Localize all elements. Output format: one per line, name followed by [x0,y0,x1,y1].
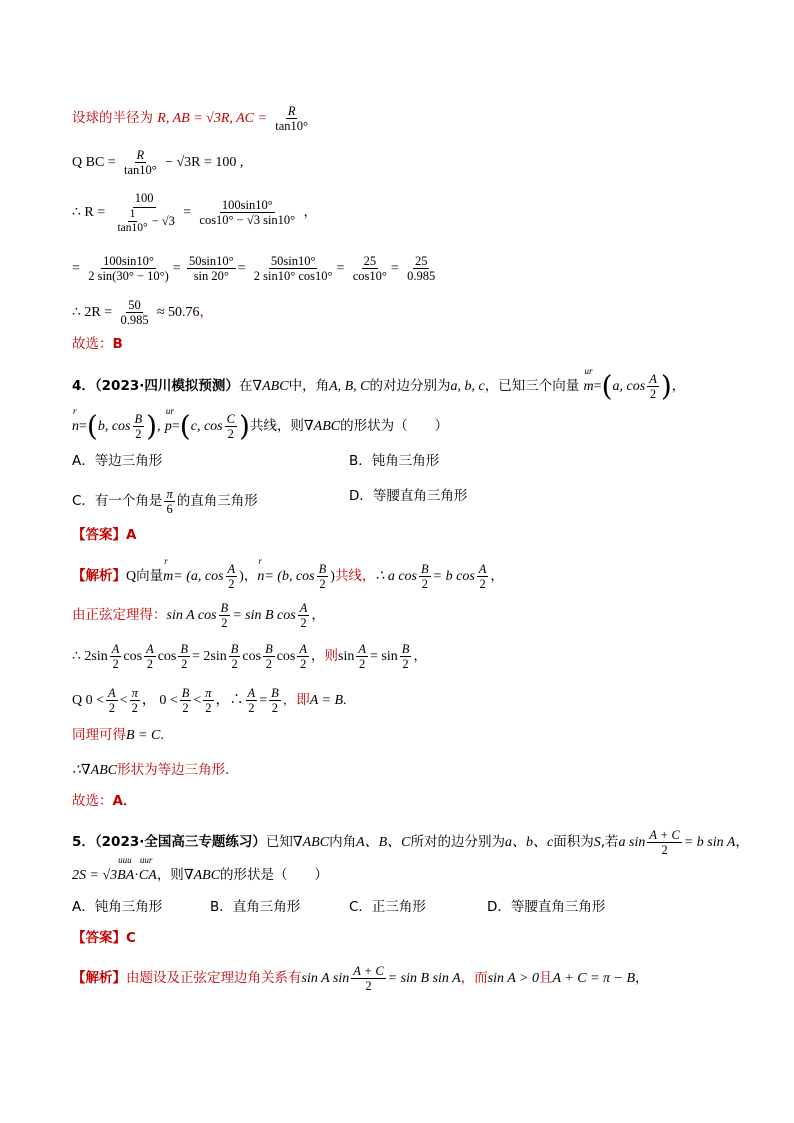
answer-value: B [112,336,123,352]
right-paren: ) [146,409,158,443]
analysis-tag: 【解析】 [72,970,126,986]
fraction-den: 2 [359,657,366,671]
right-paren: ) [238,409,250,443]
comma: ， [311,648,325,664]
answer-value: A [126,527,137,543]
q4-option-c [72,487,258,516]
question-number: 4． [72,378,95,394]
fraction [130,686,140,715]
fraction-den: 2 [227,427,234,441]
comma: , [157,419,161,434]
fraction [110,642,122,671]
analysis-text: 则 [324,648,339,664]
fraction-num: B [421,562,429,576]
formula: sin A cos [166,608,217,623]
stem-text: 所对的边分别为 [410,834,506,850]
fraction-num: R [287,104,296,118]
formula: Q 0 < [72,693,105,708]
comma: ， [671,378,686,394]
intro-text: 设球的半径为 [72,110,153,126]
right-paren: ) [660,369,672,403]
equals: = [171,419,180,434]
analysis-text: 同理可得 [72,727,126,743]
q4-option-a: A．等边三角形 [72,453,163,469]
equals: = [237,261,246,276]
sides-label: a、b、c [505,835,554,850]
stem-text: ，则 [156,867,184,883]
q4-analysis-line-3 [72,642,427,671]
equals: = [390,261,399,276]
fraction [419,562,431,591]
fraction-num: A [111,642,120,656]
fraction [269,686,281,715]
formula: sin A > 0 [487,971,539,986]
formula: < [193,693,202,708]
comma: ， [413,648,427,664]
formula: ∴ 2sin [72,649,108,664]
fraction-den: 2 [479,577,486,591]
fraction-den: 2 [271,701,279,715]
stem-text: 在 [238,378,253,394]
fraction [317,562,329,591]
fraction [263,642,275,671]
formula: sin [338,649,355,664]
formula: cos [157,649,177,664]
stem-text: ，已知三个向量 [484,378,580,394]
fraction-den: 2 [108,701,115,715]
equals: = [593,379,602,394]
fraction [178,642,190,671]
answer-tag: 【答案】 [72,527,126,543]
fraction-num: π [131,686,138,700]
stem-text: 的形状是（ ） [220,867,329,883]
triangle-label: ∇ABC [183,868,221,883]
left-paren: ( [86,409,98,443]
formula: cos [242,649,262,664]
left-paren: ( [601,369,613,403]
fraction-num: B [271,686,279,700]
formula: = b cos [432,569,475,584]
q4-analysis-line-6 [72,761,239,780]
fraction-den: 2 [649,387,657,401]
fraction-num: A [358,642,366,656]
formula: 2S = √3 [72,868,118,883]
equals: = [72,261,80,276]
formula: . [160,728,164,743]
vector-symbol: m [163,569,174,584]
vector-n [257,556,265,586]
fraction-num: A + C [649,828,680,842]
fraction-num: 25 [363,254,377,268]
vector-m [583,366,594,396]
fraction-den: 2 [402,657,409,671]
vector-p [164,406,174,436]
fraction [187,254,236,283]
answer-tag: 【答案】 [72,930,126,946]
fraction [477,562,489,591]
fraction-num: B [134,412,143,426]
fraction-num: 100sin10° [103,254,154,268]
option-text: 的直角三角形 [176,493,258,509]
fraction [133,412,145,441]
fraction-num: B [180,642,189,656]
fraction-den: 2 [248,701,255,715]
analysis-text: 且 [539,970,553,986]
fraction-den: tan10° [123,163,157,177]
area-symbol: S [593,835,601,850]
formula: Q BC = [72,155,116,170]
comma: ， [490,568,504,584]
fraction [351,964,385,993]
stem-text: 面积为 [553,834,594,850]
equals: = [172,261,181,276]
vector-CA [138,855,157,885]
formula: = (a, cos [173,569,224,584]
fraction-den [111,208,176,235]
fraction-num: C [226,412,235,426]
fraction-num: A + C [353,964,384,978]
fraction-den: 2 [182,701,189,715]
formula: = 2sin [192,649,227,664]
fraction-num: B [230,642,239,656]
comma: ， [311,607,325,623]
fraction-num: B [181,686,190,700]
fraction-num: π [205,686,212,700]
inner-fraction [115,208,149,235]
q5-option-a: A．钝角三角形 [72,899,163,915]
fraction-den: 2 [228,577,235,591]
formula: ∴ 2R = [72,305,113,320]
fraction-den: 6 [166,502,173,516]
question-number: 5． [72,834,95,850]
q5-option-c: C．正三角形 [349,899,426,915]
vector-mark: uur [139,855,153,865]
formula: B = C [126,728,161,743]
formula: cos [123,649,143,664]
q4-option-d: D．等腰直角三角形 [349,488,468,504]
intro-line-5 [72,298,213,327]
formula: Q [126,569,137,584]
q5-option-b: B．直角三角形 [210,899,301,915]
fraction [298,601,310,630]
q5-answer [72,929,136,947]
fraction [219,601,231,630]
analysis-text: 共线， [334,568,376,584]
answer-label: 故选： [72,336,113,352]
triangle-label: ∇ABC [303,419,341,434]
formula: c, cos [190,419,223,434]
fraction-num: 25 [414,254,428,268]
question-source: （2023·四川模拟预测） [94,378,239,394]
fraction-den: sin 20° [193,269,229,283]
fraction-den: tan10° [117,222,148,234]
intro-answer [72,335,123,353]
formula: = sin [370,649,398,664]
formula: . [343,693,347,708]
q5-stem-line-1 [72,828,749,857]
option-text: C．有一个角是 [72,493,163,509]
fraction-den: 2 [421,577,428,591]
answer-label: 故选： [72,793,113,809]
fraction [226,562,238,591]
fraction-den: 2 [319,577,326,591]
intro-line-1 [72,104,312,133]
fraction-den: 2 sin(30° − 10°) [88,269,169,283]
equals: = [183,205,192,220]
formula: ，∴ [215,693,244,708]
formula: sin A sin [301,971,350,986]
fraction [297,642,309,671]
formula: ∴ R = [72,205,106,220]
angles-label: A、B、C [356,835,411,850]
formula: ) [330,569,335,584]
stem-text: 共线，则 [249,418,304,434]
fraction-num: A [299,642,308,656]
formula: ∴ a cos [375,569,418,584]
vector-mark: r [258,556,262,566]
q5-analysis-line-1 [72,964,649,993]
fraction-den: 2 [231,657,238,671]
formula: A + C = π − B [552,971,636,986]
fraction-den: 2 [146,657,153,671]
vector-mark: uuu [118,855,132,865]
fraction [252,254,335,283]
question-source: （2023·全国高三专题练习） [94,834,266,850]
analysis-text: 由题设及正弦定理边角关系有 [126,970,302,986]
fraction-den: 2 [135,427,142,441]
q4-stem-line-1 [72,366,686,403]
intro-fraction [273,104,310,133]
formula: ， 0 < [141,693,178,708]
dot-operator: · [134,868,139,883]
q4-analysis-line-5 [72,726,164,745]
fraction-num: A [478,562,487,576]
fraction-den: 2 [131,701,138,715]
vector-mark: ur [584,366,593,376]
vector-n [72,406,79,436]
fraction [118,298,150,327]
formula: b, cos [97,419,131,434]
formula: = [259,693,268,708]
fraction-num: 50sin10° [189,254,234,268]
fraction-num: A [146,642,154,656]
q4-answer [72,526,136,544]
q4-stem-line-2 [72,406,449,443]
formula: − √3R = 100 , [165,155,244,170]
q4-final-answer [72,792,136,810]
fraction-den: 2 [112,657,119,671]
fraction-den: 2 [300,657,307,671]
fraction [144,642,156,671]
formula: a sin [618,835,646,850]
q4-analysis-line-4 [72,686,347,715]
analysis-tag: 【解析】 [72,568,126,584]
fraction [164,487,174,516]
intro-formula: R, AB = √3R, AC = [157,111,267,126]
fraction-den: 0.985 [120,313,149,327]
intro-line-2 [72,148,243,177]
vector-symbol: m [583,379,594,394]
fraction [405,254,437,283]
fraction [246,686,258,715]
vector-symbol: BA [117,868,135,883]
comma: ， [303,204,317,220]
fraction [351,254,389,283]
equals: = [79,419,87,434]
fraction-num: A [227,562,236,576]
fraction-den: tan10° [275,119,309,133]
vector-symbol: p [164,419,172,434]
triangle-label: ∇ABC [252,379,289,394]
fraction-num: 1 [129,208,136,220]
formula: ≈ 50.76 [156,305,200,320]
fraction-num: 100sin10° [221,198,273,212]
fraction-num: B [401,642,410,656]
stem-text: ,若 [600,834,619,850]
analysis-text: ，而 [460,970,488,986]
fraction-num: B [265,642,273,656]
fraction-num: 50sin10° [270,254,316,268]
formula: ∴∇ABC [72,763,118,778]
intro-line-3 [72,190,317,235]
fraction-den: cos10° [352,269,387,283]
fraction [356,642,368,671]
fraction-den: 2 sin10° cos10° [253,269,333,283]
fraction-den: 2 [181,657,188,671]
comma: ， [735,834,749,850]
fraction-num: R [136,148,145,162]
equals: = [336,261,345,276]
formula: = (b, cos [264,569,315,584]
fraction [180,686,192,715]
answer-value: C [126,930,136,946]
comma: ， [199,304,214,320]
fraction-den: 2 [265,657,272,671]
fraction-num: A [108,686,116,700]
q4-option-b: B．钝角三角形 [349,453,440,469]
comma: ， [635,970,649,986]
triangle-label: ∇ABC [292,835,330,850]
fraction [647,828,681,857]
q5-option-d: D．等腰直角三角形 [487,899,606,915]
q4-analysis-line-2 [72,601,325,630]
fraction-num: B [318,562,327,576]
formula: a, cos [612,379,646,394]
answer-value: A． [112,793,137,809]
fraction-den: 2 [661,843,668,857]
formula: < [119,693,128,708]
intro-line-4 [72,254,439,283]
vector-m [163,556,174,586]
vector-BA [117,855,135,885]
formula: = b sin A [683,835,736,850]
fraction-den: 2 [365,979,372,993]
fraction [647,372,659,401]
fraction-den: cos10° − √3 sin10° [199,213,296,227]
fraction-num: 50 [128,298,141,312]
fraction [203,686,213,715]
analysis-text: 向量 [136,568,164,584]
fraction [400,642,412,671]
fraction-num: A [649,372,657,386]
fraction-den: 0.985 [407,269,436,283]
vector-symbol: n [72,419,79,434]
fraction-num: A [247,686,256,700]
formula: cos [276,649,296,664]
fraction-num: A [299,601,308,615]
vector-mark: r [164,556,168,566]
fraction [122,148,159,177]
stem-text: 的形状为（ ） [340,418,449,434]
vector-symbol: CA [138,868,157,883]
fraction-den: 2 [205,701,212,715]
formula: − √3 [151,214,175,228]
fraction [106,686,118,715]
fraction-num: B [220,601,229,615]
fraction [197,198,297,227]
stem-text: 中，角 [288,378,330,394]
q5-stem-line-2 [72,855,329,885]
analysis-text: ，即 [282,692,310,708]
left-paren: ( [179,409,191,443]
fraction-num: π [166,487,173,501]
vector-mark: ur [165,406,174,416]
analysis-text: 形状为等边三角形． [117,762,239,778]
stem-text: 的对边分别为 [369,378,451,394]
formula: A = B [309,693,344,708]
fraction [229,642,241,671]
fraction [225,412,237,441]
fraction-den: 2 [221,616,228,630]
vector-mark: r [73,406,77,416]
fraction [86,254,171,283]
q4-analysis-line-1 [72,556,504,591]
fraction-num: 100 [133,190,156,208]
fraction-den: 2 [300,616,307,630]
angles-label: A, B, C [329,379,370,394]
formula: ) [239,569,244,584]
formula: = sin B sin A [387,971,461,986]
vector-symbol: n [257,569,265,584]
analysis-text: 由正弦定理得： [72,607,167,623]
stem-text: 内角 [329,834,357,850]
sides-label: a, b, c [450,379,485,394]
comma: ， [243,568,258,584]
compound-fraction [111,190,176,235]
formula: = sin B cos [232,608,296,623]
stem-text: 已知 [265,834,293,850]
